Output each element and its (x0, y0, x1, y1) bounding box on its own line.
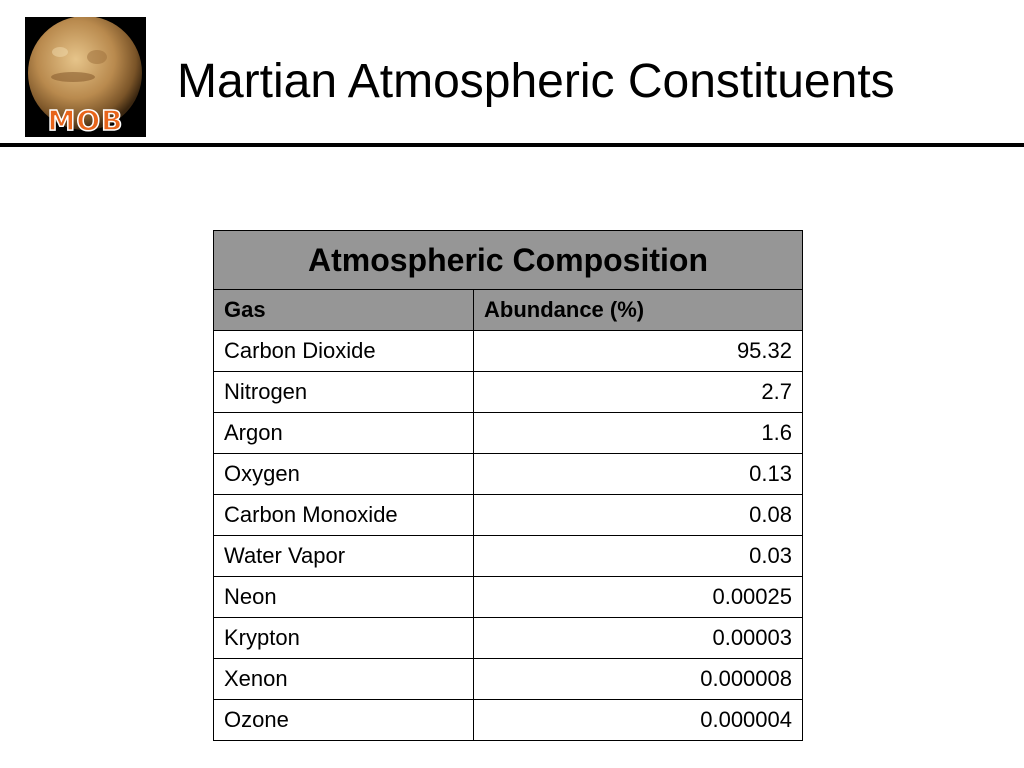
gas-cell: Carbon Monoxide (214, 495, 474, 536)
gas-cell: Water Vapor (214, 536, 474, 577)
gas-cell: Nitrogen (214, 372, 474, 413)
abundance-cell: 0.000004 (474, 700, 803, 741)
abundance-cell: 0.00003 (474, 618, 803, 659)
table-row (214, 495, 803, 536)
abundance-cell: 0.08 (474, 495, 803, 536)
table-row (214, 413, 803, 454)
composition-table (213, 230, 803, 741)
table-row (214, 577, 803, 618)
column-header-abundance: Abundance (%) (474, 290, 803, 331)
slide-title: Martian Atmospheric Constituents (177, 55, 895, 108)
table-row (214, 454, 803, 495)
gas-cell: Argon (214, 413, 474, 454)
table-row (214, 372, 803, 413)
gas-cell: Ozone (214, 700, 474, 741)
gas-cell: Xenon (214, 659, 474, 700)
gas-cell: Krypton (214, 618, 474, 659)
table-row (214, 618, 803, 659)
abundance-cell: 0.03 (474, 536, 803, 577)
table-row (214, 536, 803, 577)
gas-cell: Oxygen (214, 454, 474, 495)
abundance-cell: 0.00025 (474, 577, 803, 618)
title-divider (0, 143, 1024, 147)
abundance-cell: 95.32 (474, 331, 803, 372)
table-row (214, 700, 803, 741)
abundance-cell: 0.000008 (474, 659, 803, 700)
column-header-gas: Gas (214, 290, 474, 331)
logo-text: MOB (47, 104, 124, 137)
table-row (214, 331, 803, 372)
abundance-cell: 1.6 (474, 413, 803, 454)
table-row (214, 659, 803, 700)
gas-cell: Carbon Dioxide (214, 331, 474, 372)
table-header-row (214, 290, 803, 331)
abundance-cell: 0.13 (474, 454, 803, 495)
mob-logo (25, 17, 146, 137)
gas-cell: Neon (214, 577, 474, 618)
abundance-cell: 2.7 (474, 372, 803, 413)
table-caption: Atmospheric Composition (214, 231, 803, 290)
